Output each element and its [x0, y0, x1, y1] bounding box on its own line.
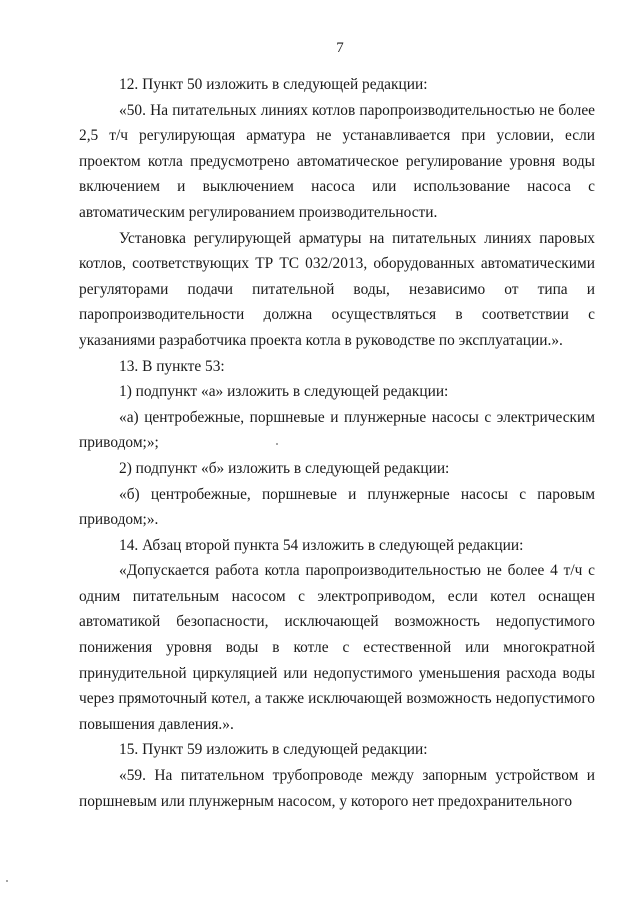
paragraph-subitem-b-text: «б) центробежные, поршневые и плунжерные насосы с паровым приводом;».	[79, 485, 595, 529]
document-body	[79, 72, 595, 814]
paragraph-item-59-text: «59. На питательном трубопроводе между запорным устройством и поршневым или плунжерным насосом, у которого нет предохранительного	[79, 767, 595, 810]
paragraph-item-54-text: «Допускается работа котла паропроизводительностью не более 4 т/ч с одним питательным насосом с электроприводом, если котел оснащен автоматикой безопасности, исключающей возможность недопустимого понижения уровня воды в котле с естественной или многократной принудительной циркуляцией или недопустимого уменьшения расхода воды через прямоточный котел, а также исключающей возможность недопустимого повышения давления.».	[79, 562, 595, 733]
scan-speck	[276, 443, 278, 445]
paragraph-item-12-heading: 12. Пункт 50 изложить в следующей редакции:	[119, 76, 428, 93]
paragraph-subitem-a-heading: 1) подпункт «а» изложить в следующей редакции:	[119, 383, 449, 401]
paragraph-item-50-regulating-fittings: Установка регулирующей арматуры на питательных линиях паровых котлов, соответствующих ТР ТС 032/2013, оборудованных автоматическими регуляторами подачи питательной воды, независимо от типа и паропроизводительности должна осуществляться в соответствии с указаниями разработчика проекта котла в руководстве по эксплуатации.».	[79, 229, 595, 349]
paragraph-subitem-a-text: «а) центробежные, поршневые и плунжерные насосы с электрическим приводом;»;	[79, 408, 595, 452]
paragraph-item-50-text: «50. На питательных линиях котлов паропроизводительностью не более 2,5 т/ч регулирующая арматура не устанавливается при условии, если проектом котла предусмотрено автоматическое регулирование уровня воды включением и выключением насоса или использование насоса с автоматическим регулированием производительности.	[79, 101, 595, 221]
paragraph-item-13-heading: 13. В пункте 53:	[119, 357, 225, 375]
scan-speck	[6, 880, 8, 882]
page-number: 7	[336, 40, 344, 56]
paragraph-item-15-heading: 15. Пункт 59 изложить в следующей редакции:	[119, 741, 428, 759]
paragraph-item-14-heading: 14. Абзац второй пункта 54 изложить в следующей редакции:	[119, 536, 524, 554]
paragraph-subitem-b-heading: 2) подпункт «б» изложить в следующей редакции:	[119, 459, 450, 477]
